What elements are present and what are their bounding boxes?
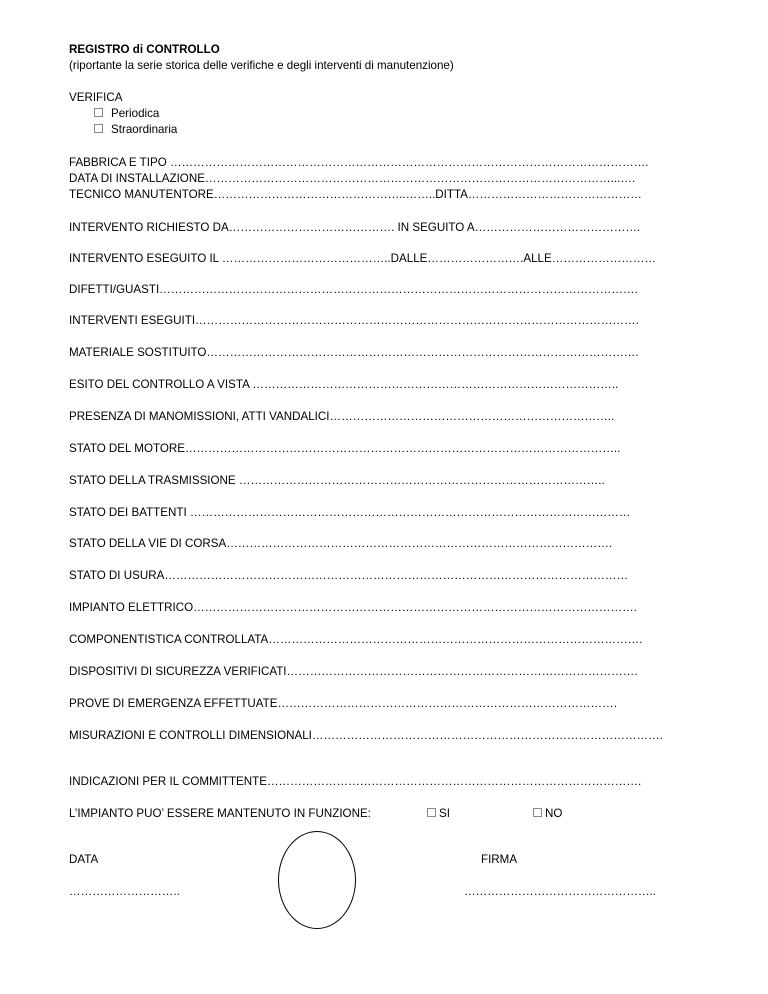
data-label: DATA [69, 853, 99, 866]
checkbox-icon[interactable] [94, 124, 103, 133]
field-stato-battenti[interactable]: STATO DEI BATTENTI …………………………………………………………………………………………………… [69, 506, 631, 519]
checkbox-straordinaria-label: Straordinaria [111, 123, 178, 136]
checkbox-no-label: NO [545, 807, 563, 820]
field-esito-controllo[interactable]: ESITO DEL CONTROLLO A VISTA ………………………………………………………………………………….. [69, 378, 619, 391]
verifica-label: VERIFICA [69, 91, 123, 104]
checkbox-si-label: SI [439, 807, 450, 820]
field-stato-motore[interactable]: STATO DEL MOTORE………………………………………………………………………………………………….. [69, 442, 621, 455]
firma-field[interactable]: ………………………………………….. [464, 885, 656, 898]
field-interventi-eseguiti[interactable]: INTERVENTI ESEGUITI……………………………………………………………………………………………………. [69, 314, 639, 327]
field-misurazioni[interactable]: MISURAZIONI E CONTROLLI DIMENSIONALI………………………………………………………………………………. [69, 729, 663, 742]
checkbox-straordinaria[interactable] [94, 122, 177, 138]
checkbox-icon[interactable] [427, 808, 436, 817]
field-componentistica[interactable]: COMPONENTISTICA CONTROLLATA……………………………………………………………………………………. [69, 633, 643, 646]
data-field[interactable]: ……………………….. [69, 885, 180, 898]
field-stato-trasmissione[interactable]: STATO DELLA TRASMISSIONE ………………………………………………………………………………….. [69, 474, 605, 487]
document-title: REGISTRO di CONTROLLO [69, 43, 220, 56]
field-tecnico-manutentore[interactable]: TECNICO MANUTENTORE…………………………………………..……..DITTA……………………………………… [69, 188, 642, 201]
field-stato-vie-corsa[interactable]: STATO DELLA VIE DI CORSA………………………………………………………………………………………. [69, 537, 613, 550]
checkbox-icon[interactable] [533, 808, 542, 817]
field-intervento-richiesto[interactable]: INTERVENTO RICHIESTO DA……………………………………. IN SEGUITO A……………………………………. [69, 221, 641, 234]
field-difetti-guasti[interactable]: DIFETTI/GUASTI……………………………………………………………………………………………………………. [69, 283, 638, 296]
document-subtitle: (riportante la serie storica delle verifiche e degli interventi di manutenzione) [69, 59, 454, 72]
field-prove-emergenza[interactable]: PROVE DI EMERGENZA EFFETTUATE……………………………………………………………………………. [69, 697, 617, 710]
field-intervento-eseguito-il[interactable]: INTERVENTO ESEGUITO IL ……………………………………..DALLE…………………….ALLE……………………… [69, 252, 657, 265]
funzione-label: L’IMPIANTO PUO’ ESSERE MANTENUTO IN FUNZIONE: [69, 807, 371, 820]
field-dispositivi-sicurezza[interactable]: DISPOSITIVI DI SICUREZZA VERIFICATI………………………………………………………………………………. [69, 665, 638, 678]
field-data-installazione[interactable]: DATA DI INSTALLAZIONE……………………………………………………………………………………………...…. [69, 172, 636, 185]
field-manomissioni[interactable]: PRESENZA DI MANOMISSIONI, ATTI VANDALICI……………………………………………………………….. [69, 410, 615, 423]
stamp-circle [278, 831, 356, 929]
checkbox-icon[interactable] [94, 108, 103, 117]
field-indicazioni-committente[interactable]: INDICAZIONI PER IL COMMITTENTE……………………………………………………………………………………. [69, 775, 642, 788]
field-fabbrica-tipo[interactable]: FABBRICA E TIPO ……………………………………………………………………………………………………………. [69, 156, 649, 169]
checkbox-periodica[interactable] [94, 106, 159, 122]
checkbox-periodica-label: Periodica [111, 107, 160, 120]
firma-label: FIRMA [481, 853, 518, 866]
checkbox-no[interactable] [533, 806, 562, 822]
field-stato-usura[interactable]: STATO DI USURA………………………………………………………………………………………………………… [69, 569, 629, 582]
field-materiale-sostituito[interactable]: MATERIALE SOSTITUITO…………………………………………………………………………………………………. [69, 346, 639, 359]
checkbox-si[interactable] [427, 806, 450, 822]
field-impianto-elettrico[interactable]: IMPIANTO ELETTRICO……………………………………………………………………………………………………. [69, 601, 637, 614]
